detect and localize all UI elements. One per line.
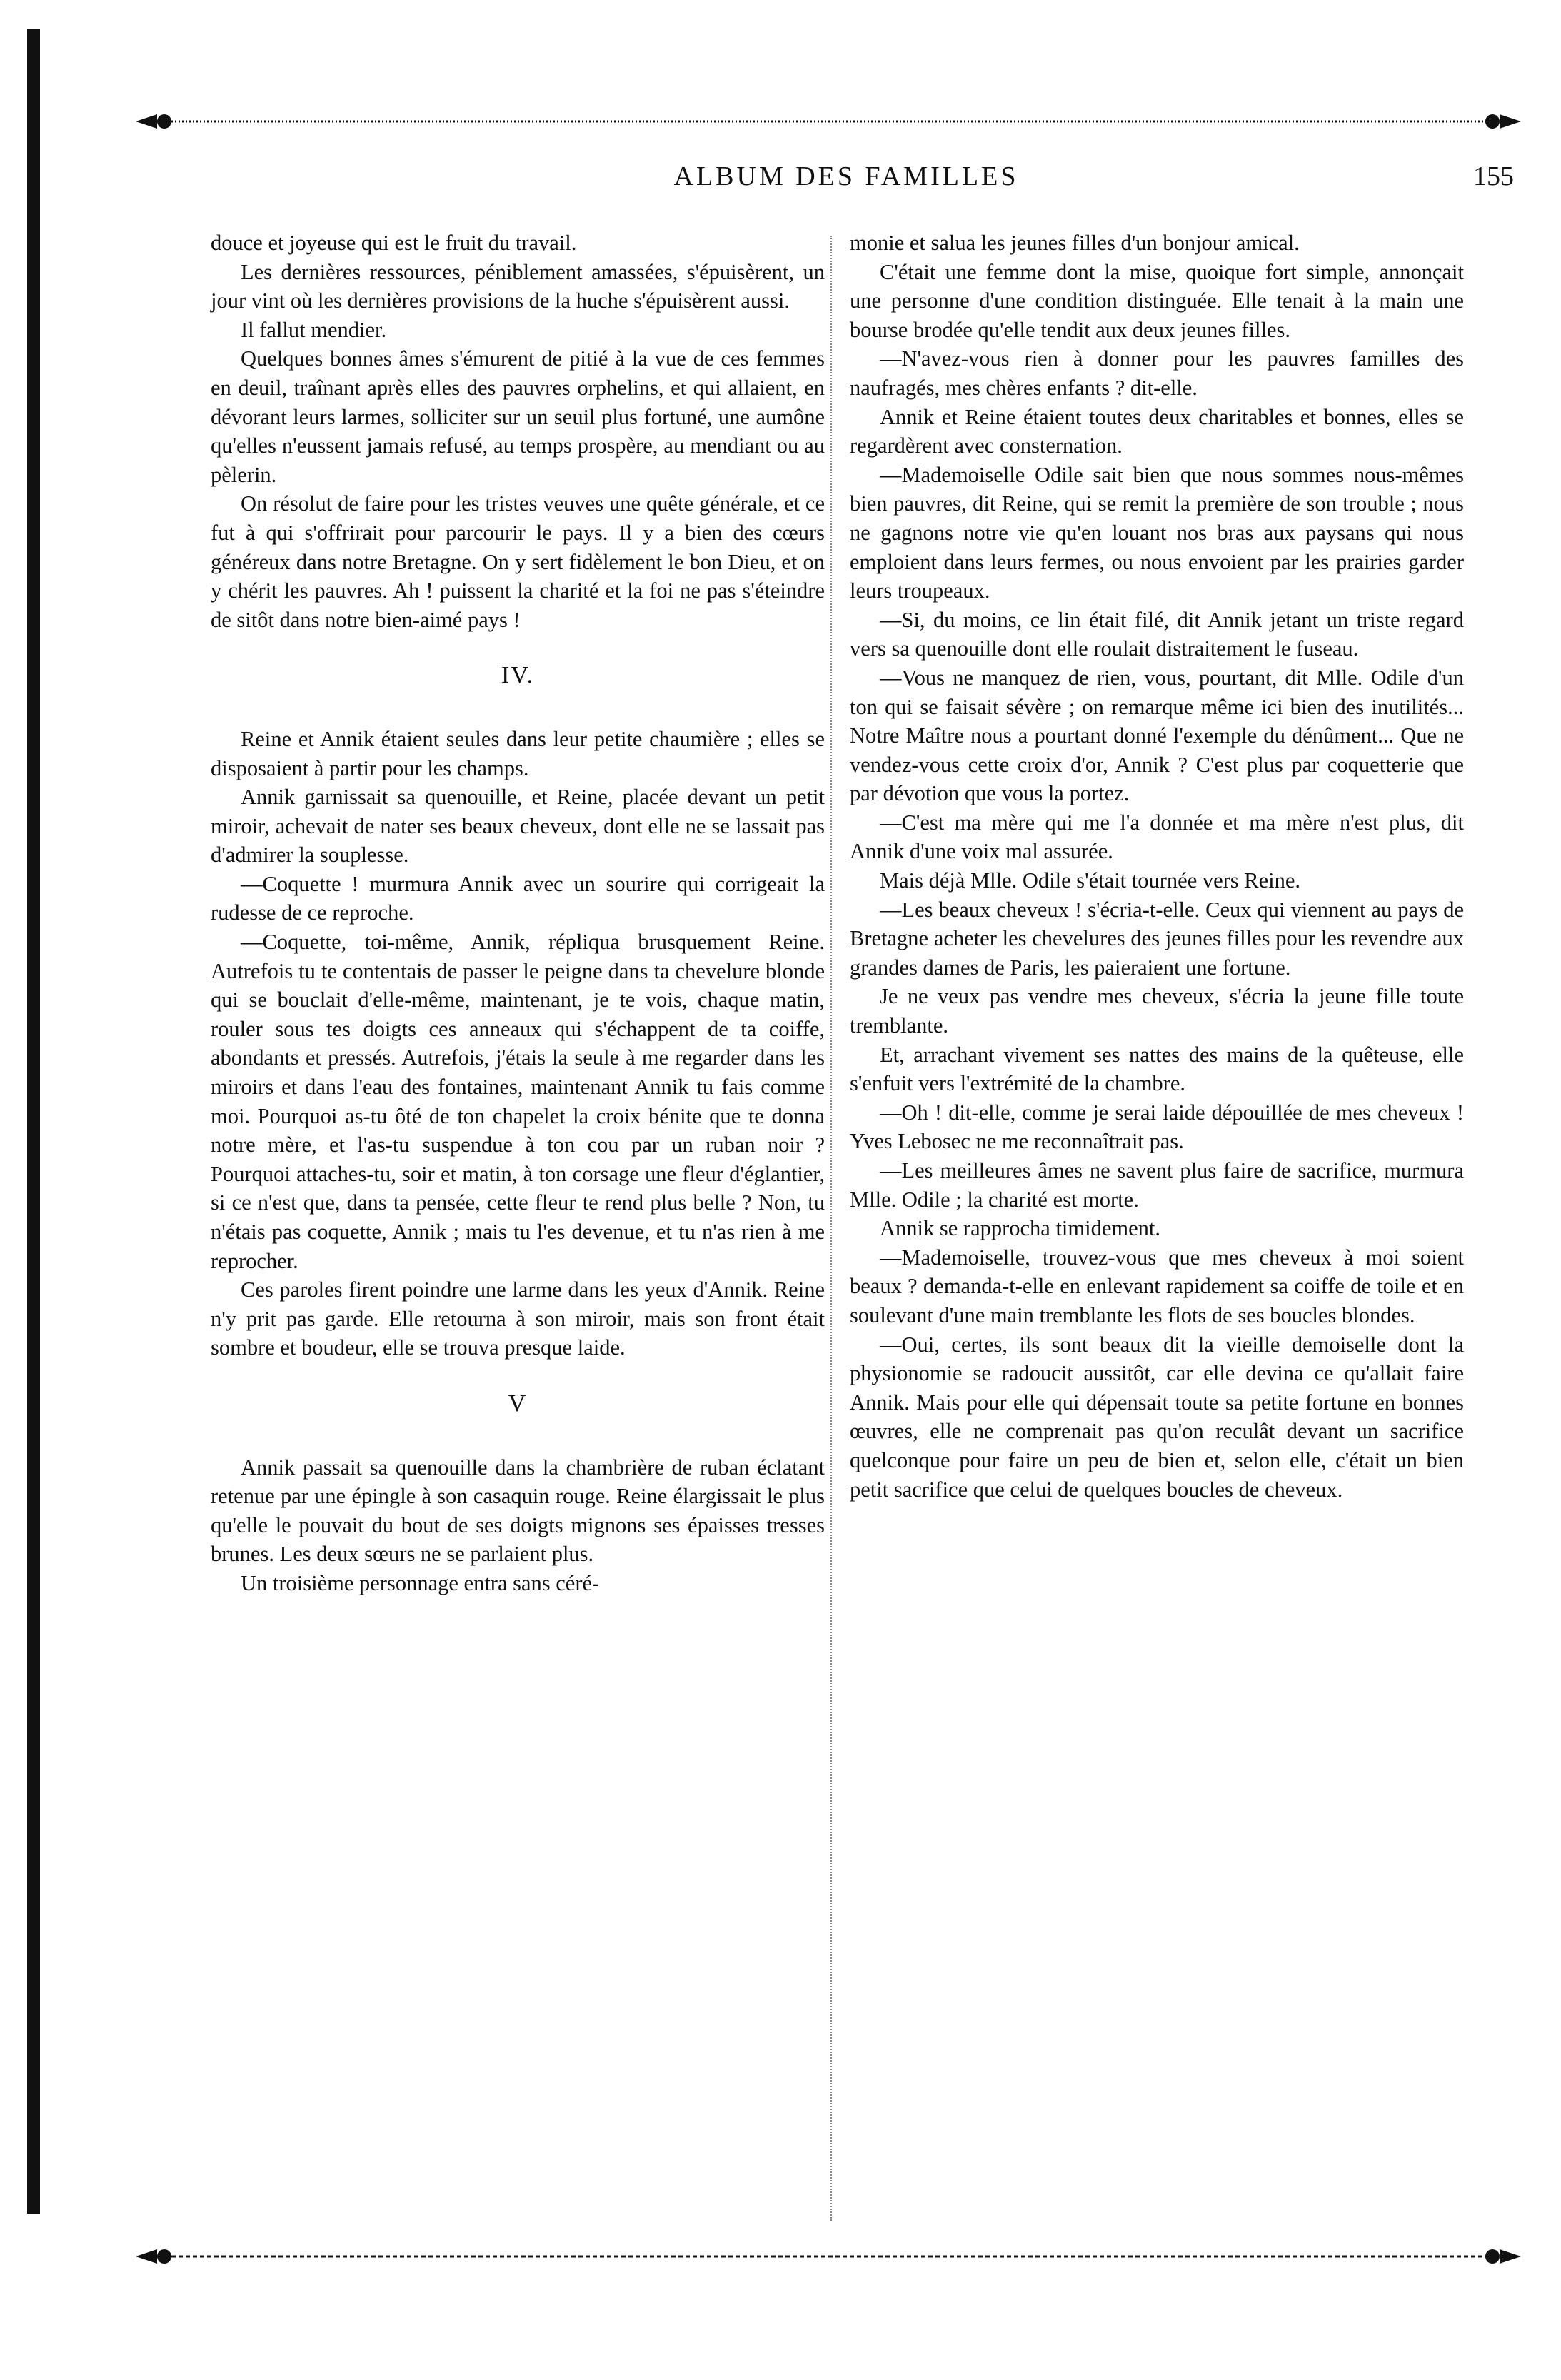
paragraph: Et, arrachant vivement ses nattes des mains de la quêteuse, elle s'enfuit vers l'extrémité de la chambre.: [850, 1042, 1464, 1096]
paragraph: Annik et Reine étaient toutes deux charitables et bonnes, elles se regardèrent avec consternation.: [850, 404, 1464, 458]
paragraph: Les dernières ressources, péniblement amassées, s'épuisèrent, un jour vint où les dernières provisions de la huche s'épuisèrent aussi.: [211, 259, 825, 313]
bottom-ornament-border: [129, 2235, 1528, 2278]
paragraph: —Oh ! dit-elle, comme je serai laide dépouillée de mes cheveux ! Yves Lebosec ne me reconnaîtrait pas.: [850, 1100, 1464, 1154]
paragraph: —C'est ma mère qui me l'a donnée et ma mère n'est plus, dit Annik d'une voix mal assurée.: [850, 810, 1464, 864]
paragraph: —Vous ne manquez de rien, vous, pourtant, dit Mlle. Odile d'un ton qui se faisait sévère ; on remarque même ici bien des inutilités... Notre Maître nous a pourtant donné l'exemple du dénûment... Que ne vendez-vous cette croix d'or, Annik ? C'est plus par coquetterie que par dévotion que vous la portez.: [850, 665, 1464, 806]
paragraph: —Les beaux cheveux ! s'écria-t-elle. Ceux qui viennent au pays de Bretagne acheter les chevelures des jeunes filles pour les revendre aux grandes dames de Paris, les paieraient une fortune.: [850, 897, 1464, 980]
paragraph: —Mademoiselle, trouvez-vous que mes cheveux à moi soient beaux ? demanda-t-elle en enlevant rapidement sa coiffe de toile et en soulevant d'une main tremblante les flots de ses boucles blondes.: [850, 1245, 1464, 1327]
page-number: 155: [1473, 161, 1514, 191]
paragraph: On résolut de faire pour les tristes veuves une quête générale, et ce fut à qui s'offrirait pour parcourir le pays. Il y a bien des cœurs généreux dans notre Bretagne. On y sert fidèlement le bon Dieu, et on y chérit les pauvres. Ah ! puissent la charité et la foi ne pas s'éteindre de sitôt dans notre bien-aimé pays !: [211, 491, 825, 632]
paragraph: —N'avez-vous rien à donner pour les pauvres familles des naufragés, mes chères enfants ? dit-elle.: [850, 346, 1464, 400]
section-heading-v: V: [508, 1390, 528, 1417]
paragraph: —Coquette, toi-même, Annik, répliqua brusquement Reine. Autrefois tu te contentais de passer le peigne dans ta chevelure blonde qui se bouclait d'elle-même, maintenant, je te vois, chaque matin, rouler sous tes doigts ces anneaux qui s'échappent de ta coiffe, abondants et pressés. Autrefois, j'étais la seule à me regarder dans les miroirs et dans l'eau des fontaines, maintenant Annik tu fais comme moi. Pourquoi as-tu ôté de ton chapelet la croix bénite que te donna notre mère, et l'as-tu suspendue à ton cou par un ruban noir ? Pourquoi attaches-tu, soir et matin, à ton corsage une fleur d'églantier, si ce n'est que, dans ta pensée, cette fleur te rend plus belle ? Non, tu n'étais pas coquette, Annik ; mais tu l'es devenue, et tu n'as rien à me reprocher.: [211, 930, 825, 1273]
page-header: [179, 161, 1514, 204]
section-heading-iv: IV.: [501, 662, 534, 689]
paragraph: douce et joyeuse qui est le fruit du travail.: [211, 231, 577, 255]
paragraph: Un troisième personnage entra sans céré-: [241, 1570, 600, 1595]
right-column: [850, 229, 1464, 1504]
column-divider: [830, 236, 833, 2221]
paragraph: C'était une femme dont la mise, quoique fort simple, annonçait une personne d'une condition distinguée. Elle tenait à la main une bourse brodée qu'elle tendit aux deux jeunes filles.: [850, 259, 1464, 342]
paragraph: —Si, du moins, ce lin était filé, dit Annik jetant un triste regard vers sa quenouille dont elle roulait distraitement le fuseau.: [850, 607, 1464, 661]
paragraph: —Les meilleures âmes ne savent plus faire de sacrifice, murmura Mlle. Odile ; la charité est morte.: [850, 1158, 1464, 1212]
paragraph: Annik passait sa quenouille dans la chambrière de ruban éclatant retenue par une épingle à son casaquin rouge. Reine élargissait le plus qu'elle le pouvait du bout de ses doigts mignons ses épaisses tresses brunes. Les deux sœurs ne se parlaient plus.: [211, 1455, 825, 1567]
left-column: [211, 229, 825, 1598]
paragraph: Ces paroles firent poindre une larme dans les yeux d'Annik. Reine n'y prit pas garde. Elle retourna à son miroir, mais son front était sombre et boudeur, elle se trouva presque laide.: [211, 1277, 825, 1360]
paragraph: Quelques bonnes âmes s'émurent de pitié à la vue de ces femmes en deuil, traînant après elles des pauvres orphelins, et qui allaient, en dévorant leurs larmes, solliciter sur un seuil plus fortuné, une aumône qu'elles n'eussent jamais refusé, au temps prospère, au mendiant ou au pèlerin.: [211, 346, 825, 487]
paragraph: Il fallut mendier.: [241, 317, 387, 342]
paragraph: monie et salua les jeunes filles d'un bonjour amical.: [850, 231, 1300, 255]
paragraph: Reine et Annik étaient seules dans leur petite chaumière ; elles se disposaient à partir pour les champs.: [211, 726, 825, 780]
paragraph: Annik garnissait sa quenouille, et Reine, placée devant un petit miroir, achevait de nater ses beaux cheveux, dont elle ne se lassait pas d'admirer la souplesse.: [211, 785, 825, 868]
running-title: ALBUM DES FAMILLES: [673, 161, 1019, 191]
paragraph: —Coquette ! murmura Annik avec un sourire qui corrigeait la rudesse de ce reproche.: [211, 871, 825, 925]
top-ornament-border: [129, 100, 1528, 143]
paragraph: Annik se rapprocha timidement.: [880, 1216, 1161, 1241]
paragraph: —Mademoiselle Odile sait bien que nous sommes nous-mêmes bien pauvres, dit Reine, qui se remit la première de son trouble ; nous ne gagnons notre vie qu'en louant nos bras aux paysans qui nous emploient dans leurs fermes, ou nous envoient par les prairies garder leurs troupeaux.: [850, 462, 1464, 603]
paragraph: Je ne veux pas vendre mes cheveux, s'écria la jeune fille toute tremblante.: [850, 984, 1464, 1038]
page-edge-bar: [27, 29, 40, 2214]
paragraph: —Oui, certes, ils sont beaux dit la vieille demoiselle dont la physionomie se radoucit aussitôt, car elle devina ce qu'allait faire Annik. Mais pour elle qui dépensait toute sa petite fortune en bonnes œuvres, elle ne comprenait pas qu'on reculât devant un sacrifice quelconque pour faire un peu de bien et, selon elle, c'était un bien petit sacrifice que celui de quelques boucles de cheveux.: [850, 1332, 1464, 1502]
paragraph: Mais déjà Mlle. Odile s'était tournée vers Reine.: [880, 868, 1301, 893]
